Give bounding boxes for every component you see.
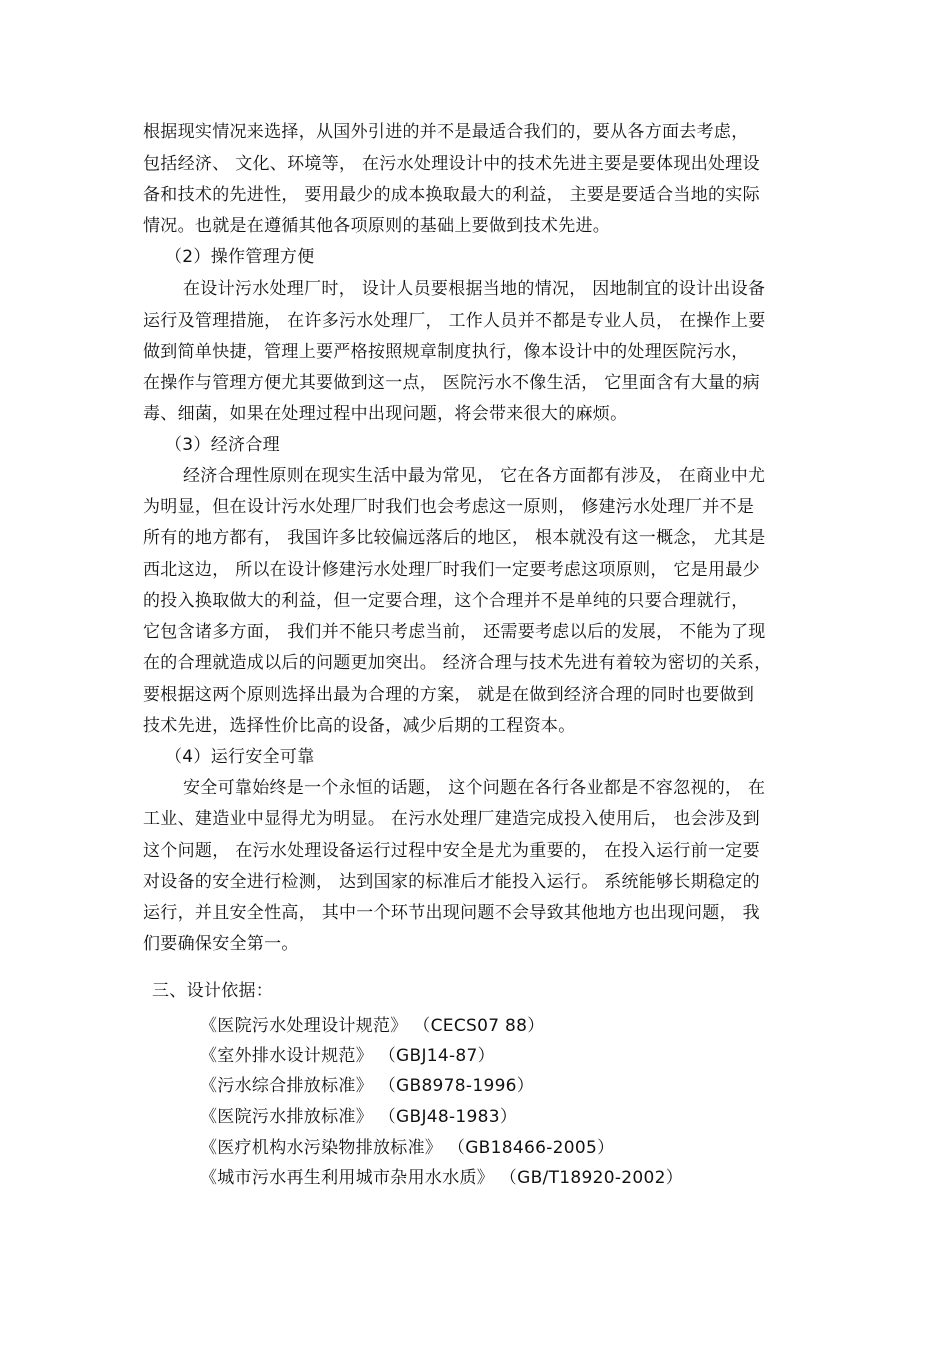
reference-item: 《医院污水处理设计规范》 （CECS07 88） <box>200 1016 545 1036</box>
paragraph-line: 所有的地方都有， 我国许多比较偏远落后的地区， 根本就没有这一概念， 尤其是 <box>143 528 766 548</box>
paragraph-line: 运行，并且安全性高， 其中一个环节出现问题不会导致其他地方也出现问题， 我 <box>143 903 760 923</box>
paragraph-line: 的投入换取做大的利益，但一定要合理，这个合理并不是单纯的只要合理就行， <box>143 591 749 611</box>
reference-item: 《医院污水排放标准》 （GBJ48-1983） <box>200 1107 518 1127</box>
paragraph-line: 工业、建造业中显得尤为明显。 在污水处理厂建造完成投入使用后， 也会涉及到 <box>143 809 760 829</box>
paragraph-line: 在的合理就造成以后的问题更加突出。 经济合理与技术先进有着较为密切的关系， <box>143 653 772 673</box>
reference-item: 《室外排水设计规范》 （GBJ14-87） <box>200 1046 495 1066</box>
paragraph-line: 为明显，但在设计污水处理厂时我们也会考虑这一原则， 修建污水处理厂并不是 <box>143 497 755 517</box>
subsection-heading: （4）运行安全可靠 <box>165 747 315 767</box>
subsection-heading: （2）操作管理方便 <box>165 247 315 267</box>
paragraph-line: 经济合理性原则在现实生活中最为常见， 它在各方面都有涉及， 在商业中尤 <box>183 466 766 486</box>
paragraph-line: 西北这边， 所以在设计修建污水处理厂时我们一定要考虑这项原则， 它是用最少 <box>143 560 760 580</box>
paragraph-line: 根据现实情况来选择，从国外引进的并不是最适合我们的，要从各方面去考虑， <box>143 122 749 142</box>
reference-item: 《医疗机构水污染物排放标准》 （GB18466-2005） <box>200 1138 615 1158</box>
paragraph-line: 它包含诸多方面， 我们并不能只考虑当前， 还需要考虑以后的发展， 不能为了现 <box>143 622 766 642</box>
subsection-heading: （3）经济合理 <box>165 435 280 455</box>
reference-item: 《污水综合排放标准》 （GB8978-1996） <box>200 1076 535 1096</box>
paragraph-line: 运行及管理措施， 在许多污水处理厂， 工作人员并不都是专业人员， 在操作上要 <box>143 311 766 331</box>
paragraph-line: 备和技术的先进性， 要用最少的成本换取最大的利益， 主要是要适合当地的实际 <box>143 185 760 205</box>
paragraph-line: 这个问题， 在污水处理设备运行过程中安全是尤为重要的， 在投入运行前一定要 <box>143 841 760 861</box>
reference-item: 《城市污水再生利用城市杂用水水质》 （GB/T18920-2002） <box>200 1168 684 1188</box>
paragraph-line: 包括经济、 文化、环境等， 在污水处理设计中的技术先进主要是要体现出处理设 <box>143 154 760 174</box>
paragraph-line: 在设计污水处理厂时， 设计人员要根据当地的情况， 因地制宜的设计出设备 <box>183 279 766 299</box>
section-title: 三、设计依据： <box>152 981 274 1001</box>
paragraph-line: 要根据这两个原则选择出最为合理的方案， 就是在做到经济合理的同时也要做到 <box>143 685 755 705</box>
paragraph-line: 们要确保安全第一。 <box>143 934 299 954</box>
paragraph-line: 安全可靠始终是一个永恒的话题， 这个问题在各行各业都是不容忽视的， 在 <box>183 778 766 798</box>
paragraph-line: 对设备的安全进行检测， 达到国家的标准后才能投入运行。 系统能够长期稳定的 <box>143 872 760 892</box>
paragraph-line: 情况。也就是在遵循其他各项原则的基础上要做到技术先进。 <box>143 216 611 236</box>
paragraph-line: 毒、细菌，如果在处理过程中出现问题，将会带来很大的麻烦。 <box>143 404 628 424</box>
paragraph-line: 做到简单快捷，管理上要严格按照规章制度执行，像本设计中的处理医院污水， <box>143 342 749 362</box>
paragraph-line: 在操作与管理方便尤其要做到这一点， 医院污水不像生活， 它里面含有大量的病 <box>143 373 760 393</box>
paragraph-line: 技术先进，选择性价比高的设备，减少后期的工程资本。 <box>143 716 576 736</box>
